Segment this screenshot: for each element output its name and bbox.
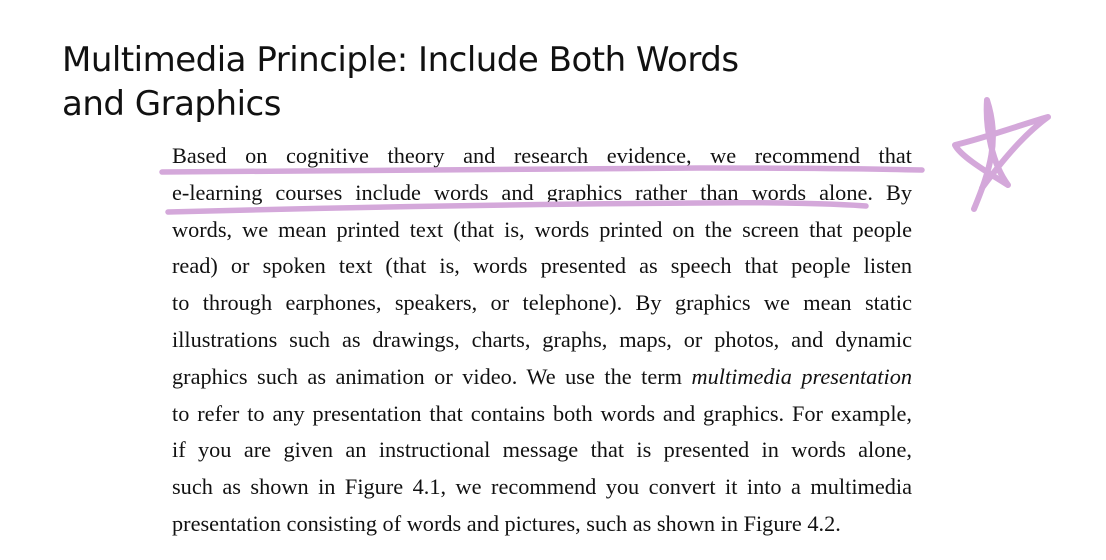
paragraph-line: presentation consisting of words and pictures, such as shown in Figure 4.2. [172,510,841,536]
section-heading [62,38,762,126]
section-heading-line-2: and Graphics [62,84,281,124]
paragraph-line: e-learning courses include words and graphics rather than words alone. By [172,179,912,205]
paragraph-line: Based on cognitive theory and research evidence, we recommend that [172,143,912,168]
paragraph-line: read) or spoken text (that is, words presented as speech that people listen [172,253,912,279]
paragraph-line: if you are given an instructional message that is presented in words alone, [172,437,912,463]
paragraph-line: to through earphones, speakers, or telephone). By graphics we mean static [172,290,912,316]
paragraph-line-text: graphics such as animation or video. We use the term [172,363,682,389]
paragraph-line: illustrations such as drawings, charts, graphs, maps, or photos, and dynamic [172,326,912,352]
paragraph-line: to refer to any presentation that contains both words and graphics. For example, [172,400,912,426]
paragraph-line: words, we mean printed text (that is, words printed on the screen that people [172,216,912,242]
star-doodle [955,100,1048,209]
paragraph-line-with-italic [172,359,912,396]
body-paragraph [172,138,912,543]
section-heading-line-1: Multimedia Principle: Include Both Words [62,40,739,80]
paragraph-line: such as shown in Figure 4.1, we recommend you convert it into a multimedia [172,474,912,500]
italic-term: multimedia presentation [691,363,912,389]
